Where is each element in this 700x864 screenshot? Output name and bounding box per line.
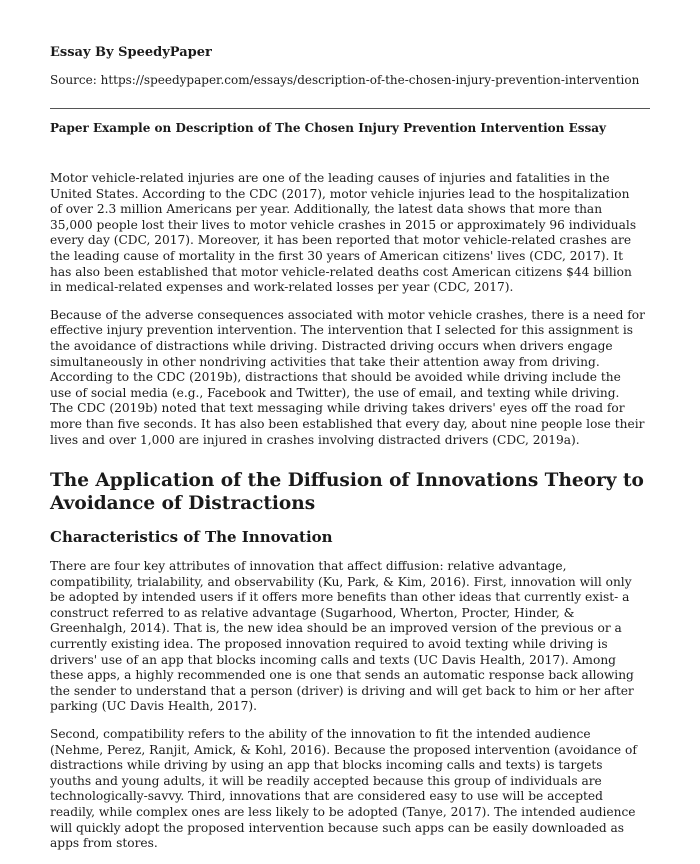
source-line: Source: https://speedypaper.com/essays/description-of-the-chosen-injury-prevention-intervention (50, 73, 640, 87)
header-divider (50, 108, 650, 109)
subsection-heading: Characteristics of The Innovation (50, 528, 333, 547)
paragraph: Second, compatibility refers to the ability of the innovation to fit the intended audience (Nehme, Perez, Ranjit, Amick, & Kohl, 2016). Because the proposed intervention (avoidance of distractions while driving by using an app that blocks incoming calls and texts) is targets youths and young adults, it will be readily accepted because this group of individuals are technologically-savvy. Third, innovations that are considered easy to use will be accepted readily, while complex ones are less likely to be adopted (Tanye, 2017). The intended audience will quickly adopt the proposed intervention because such apps can be easily downloaded as apps from stores. (50, 727, 637, 851)
brand-title: Essay By SpeedyPaper (50, 45, 212, 60)
section-heading: The Application of the Diffusion of Innovations Theory to Avoidance of Distractions (50, 470, 644, 515)
paragraph: Motor vehicle-related injuries are one of the leading causes of injuries and fatalities in the United States. According to the CDC (2017), motor vehicle injuries lead to the hospitalization of over 2.3 million Americans per year. Additionally, the latest data shows that more than 35,000 people lost their lives to motor vehicle crashes in 2015 or approximately 96 individuals every day (CDC, 2017). Moreover, it has been reported that motor vehicle-related crashes are the leading cause of mortality in the first 30 years of American citizens' lives (CDC, 2017). It has also been established that motor vehicle-related deaths cost American citizens $44 billion in medical-related expenses and work-related losses per year (CDC, 2017). (50, 171, 637, 295)
essay-body (50, 171, 645, 864)
paper-title: Paper Example on Description of The Chosen Injury Prevention Intervention Essay (50, 121, 606, 135)
paragraph: Because of the adverse consequences associated with motor vehicle crashes, there is a need for effective injury prevention intervention. The intervention that I selected for this assignment is the avoidance of distractions while driving. Distracted driving occurs when drivers engage simultaneously in other nondriving activities that take their attention away from driving. According to the CDC (2019b), distractions that should be avoided while driving include the use of social media (e.g., Facebook and Twitter), the use of email, and texting while driving. The CDC (2019b) noted that text messaging while driving takes drivers' eyes off the road for more than five seconds. It has also been established that every day, about nine people lose their lives and over 1,000 are injured in crashes involving distracted drivers (CDC, 2019a). (50, 307, 645, 447)
paragraph: There are four key attributes of innovation that affect diffusion: relative advantage, compatibility, trialability, and observability (Ku, Park, & Kim, 2016). First, innovation will only be adopted by intended users if it offers more benefits than other ideas that currently exist- a construct referred to as relative advantage (Sugarhood, Wherton, Procter, Hinder, & Greenhalgh, 2014). That is, the new idea should be an improved version of the previous or a currently existing idea. The proposed innovation required to avoid texting while driving is drivers' use of an app that blocks incoming calls and texts (UC Davis Health, 2017). Among these apps, a highly recommended one is one that sends an automatic response back allowing the sender to understand that a person (driver) is driving and will get back to him or her after parking (UC Davis Health, 2017). (50, 559, 634, 714)
